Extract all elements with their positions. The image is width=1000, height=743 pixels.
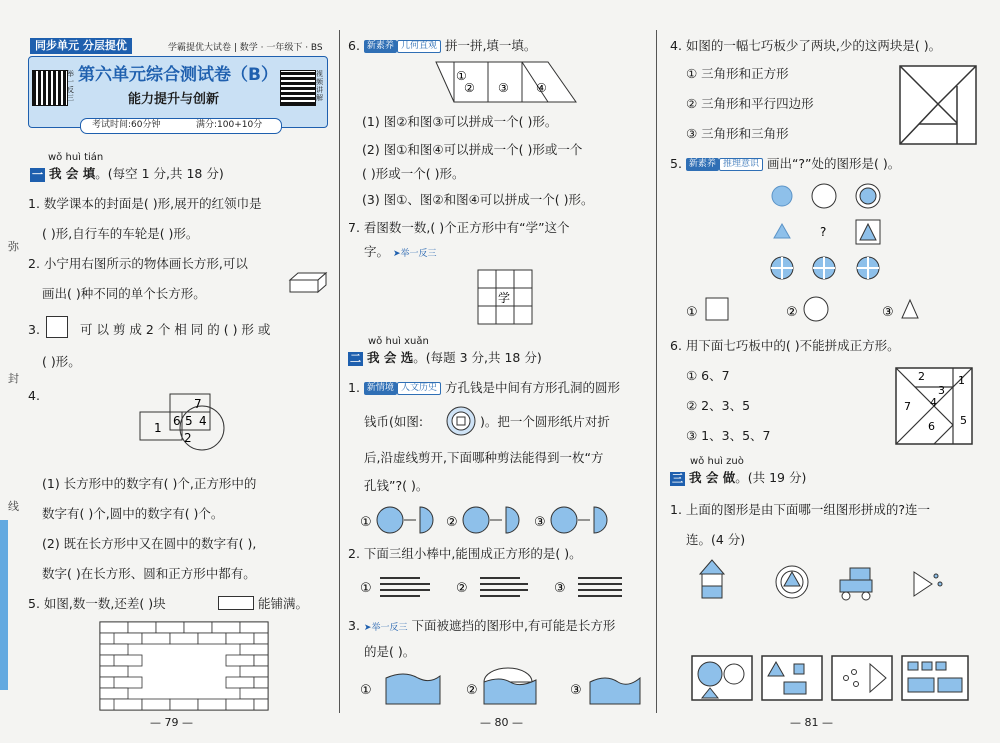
s1-opt-1: ① [360, 515, 372, 530]
s3-options-figure [360, 668, 640, 708]
brick [100, 666, 128, 677]
s5-tag1: 新素养 [686, 158, 719, 171]
brick [240, 666, 268, 677]
qr-code-right [280, 70, 316, 106]
q7-tag: ➤举一反三 [393, 249, 437, 259]
s1-line2b: )。把一个圆形纸片对折 [480, 414, 610, 429]
q5-line: 5. 如图,数一数,还差( )块 [28, 596, 166, 611]
brick [212, 622, 240, 633]
s2-opt-3: ③ [554, 581, 566, 596]
s5-pattern-figure [770, 184, 890, 284]
qr-left-label: 举一反三 [67, 70, 74, 102]
brick [240, 688, 268, 699]
s1-opt-3: ③ [534, 515, 546, 530]
brick [254, 699, 268, 710]
q6-label-3: ③ [498, 81, 509, 95]
section1-pinyin: wǒ huì tián [48, 152, 104, 163]
qr-right-label: 视频讲解 [316, 70, 323, 102]
section2-title: 我 会 选 [367, 350, 414, 365]
s1-opt-2: ② [446, 515, 458, 530]
s1-tag2: 人文历史 [397, 382, 441, 395]
s1-options-figure [360, 506, 620, 536]
s5-text: 画出“?”处的图形是( )。 [766, 156, 901, 171]
s1-text: 方孔钱是中间有方形孔洞的圆形 [444, 380, 620, 395]
q6-3: (3) 图①、图②和图④可以拼成一个( )形。 [362, 192, 594, 207]
s1-line3: 后,沿虚线剪开,下面哪种剪法能得到一枚“方 [364, 450, 604, 465]
q7-line1: 7. 看图数一数,( )个正方形中有“学”这个 [348, 220, 570, 235]
s6-option-1: ① 6、7 [686, 368, 730, 383]
venn-digit-2: 2 [184, 431, 192, 445]
page-number-79: — 79 — [150, 716, 193, 729]
brick-wall-figure [100, 622, 268, 710]
coin-figure [446, 406, 476, 436]
s1-line2a: 钱币(如图: [364, 414, 424, 429]
q7-line2 [364, 244, 437, 262]
q6-2-line2: ( )形或一个( )形。 [362, 166, 465, 181]
s4-tangram-figure [900, 66, 976, 144]
section2-note: 。(每题 3 分,共 18 分) [413, 350, 542, 365]
venn-digit-5: 5 [185, 414, 193, 428]
s4-option-2: ② 三角形和平行四边形 [686, 96, 814, 111]
binding-edge [0, 520, 8, 690]
page-number-81: — 81 — [790, 716, 833, 729]
brick [254, 633, 268, 644]
q3-number: 3. [28, 322, 40, 337]
s4-option-3: ③ 三角形和三角形 [686, 126, 789, 141]
full-score: 满分:100+10分 [196, 120, 263, 130]
qr-code-left [32, 70, 68, 106]
venn-digit-4: 4 [199, 414, 207, 428]
s5-opt-3: ③ [882, 305, 894, 320]
q6-2-line1: (2) 图①和图④可以拼成一个( )形或一个 [362, 142, 583, 157]
s3-tag: ➤举一反三 [363, 623, 408, 633]
s3-number: 3. [348, 618, 360, 633]
tangram-num-2: 2 [918, 370, 925, 383]
q6-text: 拼一拼,填一填。 [444, 38, 537, 53]
column-divider-2 [656, 30, 657, 713]
q4-number: 4. [28, 388, 40, 403]
brick [198, 699, 226, 710]
q1-line2: ( )形,自行车的车轮是( )形。 [42, 226, 199, 241]
tangram-num-6: 6 [928, 420, 935, 433]
q2-line2: 画出( )种不同的单个长方形。 [42, 286, 206, 301]
section3-title: 我 会 做 [689, 470, 736, 485]
page-subtitle: 能力提升与创新 [128, 92, 220, 107]
section3-heading [670, 470, 806, 486]
brick [254, 677, 268, 688]
page-81 [660, 0, 1000, 743]
q5-brick-figure [218, 596, 254, 610]
s3-opt-2: ② [466, 683, 478, 698]
s3-text: 下面被遮挡的图形中,有可能是长方形 [411, 618, 616, 633]
brick [128, 622, 156, 633]
brick [114, 633, 142, 644]
s6-option-3: ③ 1、3、5、7 [686, 428, 771, 443]
q4-1-line1: (1) 长方形中的数字有( )个,正方形中的 [42, 476, 257, 491]
brick [170, 699, 198, 710]
brick [226, 655, 254, 666]
d1-line2: 连。(4 分) [686, 532, 746, 547]
brick [100, 644, 128, 655]
brick [226, 699, 254, 710]
q6-tag1: 新素养 [364, 40, 397, 53]
section2-heading [348, 350, 542, 366]
s5-opt-1: ① [686, 305, 698, 320]
s1-number: 1. [348, 380, 360, 395]
q5-line-end: 能铺满。 [258, 596, 309, 611]
q4-1-line2: 数字有( )个,圆中的数字有( )个。 [42, 506, 224, 521]
section2-mark: 二 [350, 352, 361, 365]
series-label: 学霸提优大试卷 | 数学 · 一年级下 · BS [168, 43, 323, 53]
q7-text: 字。 [364, 244, 390, 259]
q2-line1: 2. 小宁用右图所示的物体画长方形,可以 [28, 256, 248, 271]
s2-opt-2: ② [456, 581, 468, 596]
section1-mark: 一 [32, 168, 43, 181]
exam-time: 考试时间:60分钟 [92, 120, 161, 130]
q4-2-line2: 数字( )在长方形、圆和正方形中都有。 [42, 566, 256, 581]
brick [184, 622, 212, 633]
s2-opt-1: ① [360, 581, 372, 596]
q6-1: (1) 图②和图③可以拼成一个( )形。 [362, 114, 558, 129]
s6-tangram-figure [896, 368, 972, 444]
s5-number: 5. [670, 156, 682, 171]
s1-line1 [348, 380, 620, 396]
q3-square-figure [46, 316, 68, 338]
page-number-80: — 80 — [480, 716, 523, 729]
brick [226, 677, 254, 688]
s2-line: 2. 下面三组小棒中,能围成正方形的是( )。 [348, 546, 582, 561]
d1-line1: 1. 上面的图形是由下面哪一组图形拼成的?连一 [670, 502, 931, 517]
brick [100, 688, 128, 699]
q6-label-1: ① [456, 69, 467, 83]
section2-pinyin: wǒ huì xuǎn [368, 336, 429, 347]
side-label-2: 封 [8, 372, 19, 385]
tangram-num-7: 7 [904, 400, 911, 413]
venn-figure [140, 390, 240, 450]
section3-mark: 三 [672, 472, 683, 485]
tangram-num-3: 3 [938, 384, 945, 397]
q6-tag2: 几何直观 [397, 40, 441, 53]
venn-digit-6: 6 [173, 414, 181, 428]
page-79 [0, 0, 335, 743]
page-title: 第六单元综合测试卷（B） [78, 65, 278, 85]
brick [142, 699, 170, 710]
side-label-1: 弥 [8, 240, 19, 253]
page-80 [340, 0, 652, 743]
q6-label-2: ② [464, 81, 475, 95]
s3-line1 [348, 618, 615, 636]
q6-heading [348, 38, 536, 54]
section1-heading [30, 166, 224, 182]
brick [170, 633, 198, 644]
s5-tag2: 推理意识 [719, 158, 763, 171]
brick [226, 633, 254, 644]
s5-opt-2: ② [786, 305, 798, 320]
brick [100, 622, 128, 633]
q1-line1: 1. 数学课本的封面是( )形,展开的红领巾是 [28, 196, 262, 211]
q4-2-line1: (2) 既在长方形中又在圆中的数字有( ), [42, 536, 257, 551]
brick [198, 633, 226, 644]
q6-label-4: ④ [536, 81, 547, 95]
q6-number: 6. [348, 38, 360, 53]
q3-line1: 可 以 剪 成 2 个 相 同 的 ( ) 形 或 [80, 322, 271, 337]
section1-title: 我 会 填 [49, 166, 96, 181]
q7-grid-figure [478, 270, 532, 324]
s4-line: 4. 如图的一幅七巧板少了两块,少的这两块是( )。 [670, 38, 942, 53]
s2-sticks-figure [360, 570, 630, 604]
brick [114, 677, 142, 688]
s3-line2: 的是( )。 [364, 644, 416, 659]
section1-note: 。(每空 1 分,共 18 分) [95, 166, 224, 181]
tangram-num-5: 5 [960, 414, 967, 427]
tangram-num-1: 1 [958, 374, 965, 387]
badge: 同步单元 分层提优 [30, 38, 132, 54]
s5-line [670, 156, 900, 172]
brick [142, 633, 170, 644]
brick [254, 655, 268, 666]
cuboid-figure [288, 270, 328, 294]
brick [240, 622, 268, 633]
brick [114, 655, 142, 666]
venn-digit-1: 1 [154, 421, 162, 435]
brick [114, 699, 142, 710]
s5-question: ? [820, 225, 827, 239]
tangram-num-4: 4 [930, 396, 937, 409]
s6-line: 6. 用下面七巧板中的( )不能拼成正方形。 [670, 338, 900, 353]
q6-shapes-figure [436, 62, 576, 104]
s4-option-1: ① 三角形和正方形 [686, 66, 789, 81]
venn-digit-7: 7 [194, 397, 202, 411]
s3-opt-3: ③ [570, 683, 582, 698]
q3-line2: ( )形。 [42, 354, 81, 369]
s5-options-figure [686, 296, 926, 324]
d1-bottom-groups [690, 654, 980, 704]
s1-tag1: 新情境 [364, 382, 397, 395]
brick [156, 622, 184, 633]
side-label-3: 线 [8, 500, 19, 513]
s1-line4: 孔钱”?( )。 [364, 478, 429, 493]
section3-note: 。(共 19 分) [735, 470, 807, 485]
brick [240, 644, 268, 655]
section3-pinyin: wǒ huì zuò [690, 456, 744, 467]
s6-option-2: ② 2、3、5 [686, 398, 751, 413]
d1-top-figures [700, 560, 990, 604]
q7-grid-char: 学 [498, 291, 511, 305]
s3-opt-1: ① [360, 683, 372, 698]
